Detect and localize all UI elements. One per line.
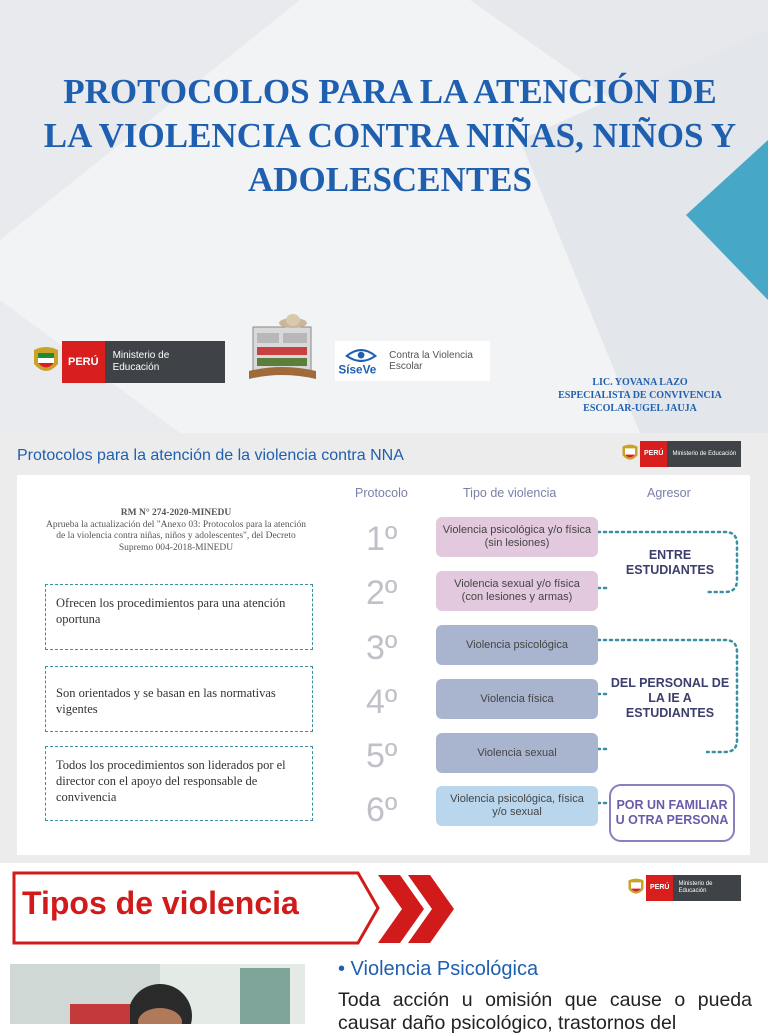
slide-title: PROTOCOLOS PARA LA ATENCIÓN DE LA VIOLENCIA CONTRA NIÑAS, NIÑOS Y ADOLESCENTES — [43, 72, 737, 199]
column-header-type: Tipo de violencia — [463, 486, 557, 500]
minedu-logo — [620, 441, 741, 467]
author-signature — [530, 376, 750, 415]
slide-header: Protocolos para la atención de la violencia contra NNA — [17, 447, 404, 464]
violence-type-box: Violencia psicológica — [436, 625, 598, 665]
signature-line: ESPECIALISTA DE CONVIVENCIA — [558, 390, 722, 401]
note-box: Son orientados y se basan en las normativas vigentes — [45, 666, 313, 732]
resolution-title: RM N° 274-2020-MINEDU — [120, 508, 232, 518]
peru-label: PERÚ — [640, 441, 667, 467]
signature-line: LIC. YOVANA LAZO — [592, 377, 688, 388]
column-header-aggressor: Agresor — [647, 486, 691, 500]
protocol-number: 2º — [366, 574, 398, 612]
siseve-logo — [335, 341, 490, 381]
column-header-protocol: Protocolo — [355, 486, 408, 500]
bullet-heading: • Violencia Psicológica — [338, 958, 539, 980]
slide-title: Tipos de violencia — [22, 885, 299, 921]
aggressor-label: DEL PERSONAL DE LA IE A ESTUDIANTES — [610, 676, 730, 720]
ministerio-label: Ministerio de Educación — [673, 875, 741, 901]
school-emblem-icon — [245, 313, 320, 383]
peru-label: PERÚ — [62, 341, 105, 383]
violence-type-box: Violencia física — [436, 679, 598, 719]
note-box: Ofrecen los procedimientos para una atención oportuna — [45, 584, 313, 650]
violence-type-box: Violencia psicológica y/o física (sin lesiones) — [436, 517, 598, 557]
minedu-logo — [30, 341, 225, 383]
protocols-slide — [0, 433, 768, 863]
body-text: Toda acción u omisión que cause o pueda causar daño psicológico, trastornos del — [338, 989, 752, 1034]
aggressor-label: ENTRE ESTUDIANTES — [625, 548, 715, 577]
resolution-text: Aprueba la actualización del "Anexo 03: Protocolos para la atención de la violencia contra niñas, niños y adolescentes", del Decreto Supremo 004-2018-MINEDU — [45, 519, 307, 553]
signature-line: ESCOLAR-UGEL JAUJA — [583, 403, 697, 414]
national-crest-icon — [626, 876, 646, 900]
violence-type-box: Violencia sexual — [436, 733, 598, 773]
violence-type-box: Violencia psicológica, física y/o sexual — [436, 786, 598, 826]
peru-label: PERÚ — [646, 875, 673, 901]
protocol-number: 5º — [366, 737, 398, 775]
protocol-number: 6º — [366, 791, 398, 829]
violence-type-box: Violencia sexual y/o física (con lesiones y armas) — [436, 571, 598, 611]
minedu-logo — [626, 875, 741, 901]
protocol-number: 4º — [366, 683, 398, 721]
protocol-number: 3º — [366, 629, 398, 667]
chevron-arrows-icon — [378, 875, 460, 943]
ministerio-label: Ministerio de Educación — [667, 441, 741, 467]
title-slide — [0, 0, 768, 433]
aggressor-label: POR UN FAMILIAR U OTRA PERSONA — [609, 784, 735, 842]
photo-image — [10, 964, 305, 1024]
violence-types-slide — [0, 863, 768, 1034]
protocols-panel — [17, 475, 750, 855]
siseve-name: SíseVe — [338, 363, 377, 377]
eye-icon — [335, 343, 387, 379]
national-crest-icon — [30, 344, 62, 380]
note-box: Todos los procedimientos son liderados por el director con el apoyo del responsable de convivencia — [45, 746, 313, 821]
national-crest-icon — [620, 442, 640, 466]
ministerio-label: Ministerio de Educación — [105, 341, 225, 383]
protocol-number: 1º — [366, 520, 398, 558]
siseve-tagline: Contra la Violencia Escolar — [389, 350, 473, 372]
